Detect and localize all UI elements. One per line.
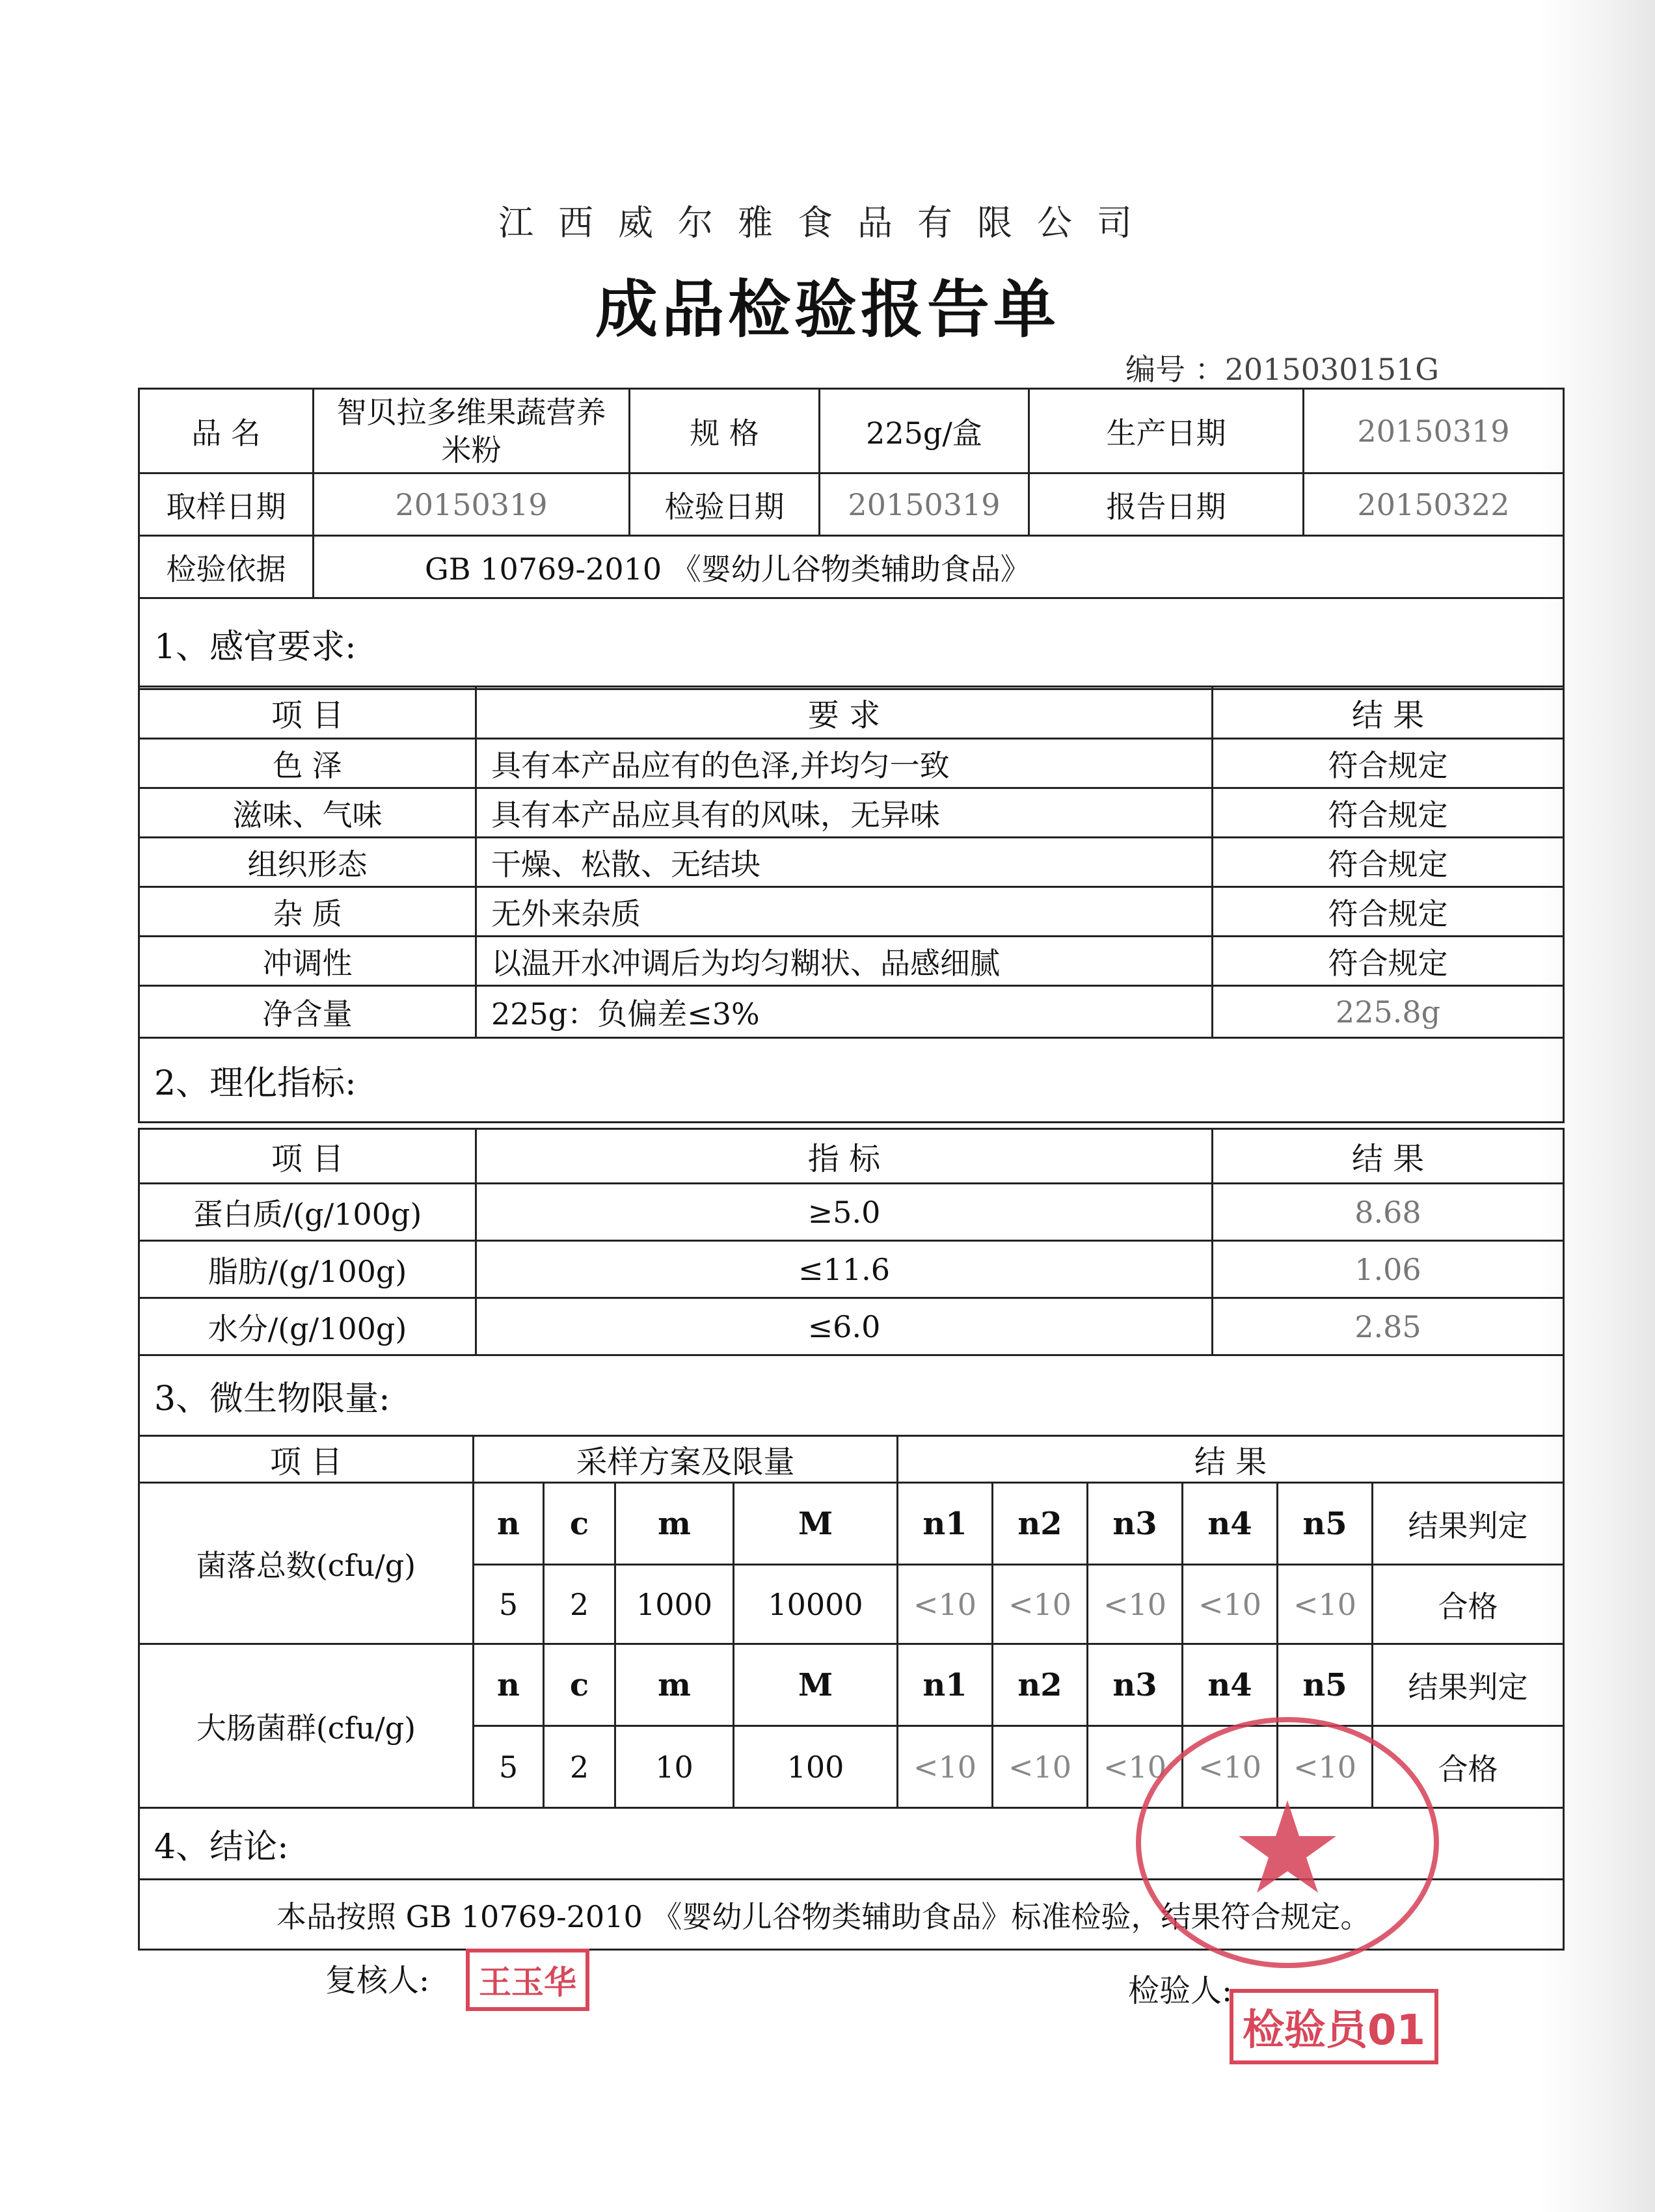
physchem-item: 脂肪/(g/100g) bbox=[139, 1241, 476, 1298]
micro-item: 大肠菌群(cfu/g) bbox=[139, 1644, 474, 1808]
physchem-item: 水分/(g/100g) bbox=[139, 1298, 476, 1355]
micro-item: 菌落总数(cfu/g) bbox=[139, 1483, 474, 1644]
star-icon bbox=[1141, 1722, 1434, 1963]
micro-result: <10 bbox=[993, 1726, 1088, 1808]
sensory-item: 冲调性 bbox=[139, 937, 476, 986]
physchem-header-item: 项 目 bbox=[139, 1129, 476, 1184]
company-seal bbox=[1136, 1717, 1439, 1968]
col-label-n2: n2 bbox=[993, 1644, 1088, 1726]
micro-M: 100 bbox=[734, 1726, 898, 1808]
inspect-date-label: 检验日期 bbox=[630, 473, 820, 536]
col-label-c: c bbox=[544, 1644, 615, 1726]
micro-result: <10 bbox=[1088, 1565, 1183, 1644]
col-label-m: m bbox=[615, 1644, 734, 1726]
sensory-result: 符合规定 bbox=[1213, 739, 1564, 788]
col-label-n: n bbox=[474, 1483, 544, 1565]
spec-value: 225g/盒 bbox=[820, 389, 1029, 473]
table-row bbox=[139, 739, 1564, 788]
info-table bbox=[138, 388, 1565, 690]
micro-m: 10 bbox=[615, 1726, 734, 1808]
reviewer-seal: 王玉华 bbox=[466, 1949, 589, 2011]
micro-result: <10 bbox=[1183, 1726, 1278, 1808]
table-row bbox=[139, 887, 1564, 937]
doc-number: 编号 ：2015030151G bbox=[1125, 352, 1440, 387]
sensory-result: 225.8g bbox=[1213, 986, 1564, 1038]
prod-date-label: 生产日期 bbox=[1029, 389, 1304, 473]
inspect-date: 20150319 bbox=[820, 473, 1029, 536]
micro-result: <10 bbox=[1183, 1565, 1278, 1644]
col-label-n4: n4 bbox=[1183, 1483, 1278, 1565]
col-label-m: m bbox=[615, 1483, 734, 1565]
micro-result: <10 bbox=[898, 1726, 993, 1808]
product-name: 智贝拉多维果蔬营养米粉 bbox=[314, 389, 630, 473]
inspector-label: 检验人: bbox=[1128, 1973, 1233, 2009]
sensory-header-req: 要 求 bbox=[476, 687, 1213, 739]
prod-date: 20150319 bbox=[1304, 389, 1564, 473]
col-label-n3: n3 bbox=[1088, 1644, 1183, 1726]
col-label-c: c bbox=[544, 1483, 615, 1565]
micro-result: <10 bbox=[1278, 1726, 1373, 1808]
sensory-result: 符合规定 bbox=[1213, 838, 1564, 887]
basis-label: 检验依据 bbox=[139, 536, 314, 598]
physchem-table bbox=[138, 1128, 1565, 1437]
sensory-item: 杂 质 bbox=[139, 887, 476, 937]
table-row bbox=[139, 1241, 1564, 1298]
micro-c: 2 bbox=[544, 1565, 615, 1644]
physchem-result: 8.68 bbox=[1213, 1184, 1564, 1241]
physchem-limit: ≤6.0 bbox=[476, 1298, 1213, 1355]
reviewer-label: 复核人: bbox=[325, 1962, 430, 1999]
table-row bbox=[139, 838, 1564, 887]
product-label: 品 名 bbox=[139, 389, 314, 473]
col-label-verdict: 结果判定 bbox=[1373, 1644, 1564, 1726]
sensory-item: 组织形态 bbox=[139, 838, 476, 887]
col-label-n1: n1 bbox=[898, 1644, 993, 1726]
company-name: 江西威尔雅食品有限公司 bbox=[498, 202, 1157, 243]
micro-result: <10 bbox=[1088, 1726, 1183, 1808]
table-row bbox=[139, 788, 1564, 838]
physchem-result: 2.85 bbox=[1213, 1298, 1564, 1355]
sensory-item: 净含量 bbox=[139, 986, 476, 1038]
physchem-item: 蛋白质/(g/100g) bbox=[139, 1184, 476, 1241]
table-row bbox=[139, 986, 1564, 1038]
sensory-header-result: 结 果 bbox=[1213, 687, 1564, 739]
col-label-verdict: 结果判定 bbox=[1373, 1483, 1564, 1565]
sensory-table bbox=[138, 686, 1565, 1123]
col-label-n: n bbox=[474, 1644, 544, 1726]
sensory-section-title: 1、感官要求: bbox=[139, 598, 1564, 689]
physchem-limit: ≤11.6 bbox=[476, 1241, 1213, 1298]
sensory-req: 干燥、松散、无结块 bbox=[476, 838, 1213, 887]
sensory-header-item: 项 目 bbox=[139, 687, 476, 739]
sample-date-label: 取样日期 bbox=[139, 473, 314, 536]
conclusion-section-title: 4、结论: bbox=[139, 1808, 1564, 1880]
micro-header-plan: 采样方案及限量 bbox=[474, 1436, 898, 1483]
sensory-req: 以温开水冲调后为均匀糊状、品感细腻 bbox=[476, 937, 1213, 986]
basis-value: GB 10769-2010 《婴幼儿谷物类辅助食品》 bbox=[314, 536, 1564, 598]
sensory-result: 符合规定 bbox=[1213, 887, 1564, 937]
table-row bbox=[139, 937, 1564, 986]
sensory-req: 具有本产品应具有的风味，无异味 bbox=[476, 788, 1213, 838]
micro-section-title: 3、微生物限量: bbox=[139, 1355, 1564, 1436]
micro-m: 1000 bbox=[615, 1565, 734, 1644]
col-label-n5: n5 bbox=[1278, 1644, 1373, 1726]
sensory-req: 具有本产品应有的色泽,并均匀一致 bbox=[476, 739, 1213, 788]
sensory-result: 符合规定 bbox=[1213, 788, 1564, 838]
sensory-item: 色 泽 bbox=[139, 739, 476, 788]
sensory-result: 符合规定 bbox=[1213, 937, 1564, 986]
physchem-result: 1.06 bbox=[1213, 1241, 1564, 1298]
col-label-M: M bbox=[734, 1483, 898, 1565]
physchem-header-limit: 指 标 bbox=[476, 1129, 1213, 1184]
micro-c: 2 bbox=[544, 1726, 615, 1808]
report-date-label: 报告日期 bbox=[1029, 473, 1304, 536]
col-label-M: M bbox=[734, 1644, 898, 1726]
sensory-req: 无外来杂质 bbox=[476, 887, 1213, 937]
micro-header-result: 结 果 bbox=[898, 1436, 1564, 1483]
spec-label: 规 格 bbox=[630, 389, 820, 473]
sample-date: 20150319 bbox=[314, 473, 630, 536]
micro-n: 5 bbox=[474, 1726, 544, 1808]
report-date: 20150322 bbox=[1304, 473, 1564, 536]
micro-result: <10 bbox=[993, 1565, 1088, 1644]
sensory-req: 225g：负偏差≤3% bbox=[476, 986, 1213, 1038]
col-label-n5: n5 bbox=[1278, 1483, 1373, 1565]
physchem-limit: ≥5.0 bbox=[476, 1184, 1213, 1241]
micro-verdict: 合格 bbox=[1373, 1565, 1564, 1644]
micro-result: <10 bbox=[1278, 1565, 1373, 1644]
col-label-n3: n3 bbox=[1088, 1483, 1183, 1565]
physchem-section-title: 2、理化指标: bbox=[139, 1038, 1564, 1123]
table-row bbox=[139, 1184, 1564, 1241]
col-label-n2: n2 bbox=[993, 1483, 1088, 1565]
physchem-header-result: 结 果 bbox=[1213, 1129, 1564, 1184]
micro-result: <10 bbox=[898, 1565, 993, 1644]
micro-header-item: 项 目 bbox=[139, 1436, 474, 1483]
report-title: 成品检验报告单 bbox=[595, 273, 1060, 346]
sensory-item: 滋味、气味 bbox=[139, 788, 476, 838]
col-label-n4: n4 bbox=[1183, 1644, 1278, 1726]
micro-verdict: 合格 bbox=[1373, 1726, 1564, 1808]
micro-M: 10000 bbox=[734, 1565, 898, 1644]
inspector-seal: 检验员01 bbox=[1230, 1989, 1438, 2064]
micro-n: 5 bbox=[474, 1565, 544, 1644]
col-label-n1: n1 bbox=[898, 1483, 993, 1565]
conclusion-text: 本品按照 GB 10769-2010 《婴幼儿谷物类辅助食品》标准检验，结果符合规定。 bbox=[139, 1880, 1564, 1950]
table-row bbox=[139, 1298, 1564, 1355]
